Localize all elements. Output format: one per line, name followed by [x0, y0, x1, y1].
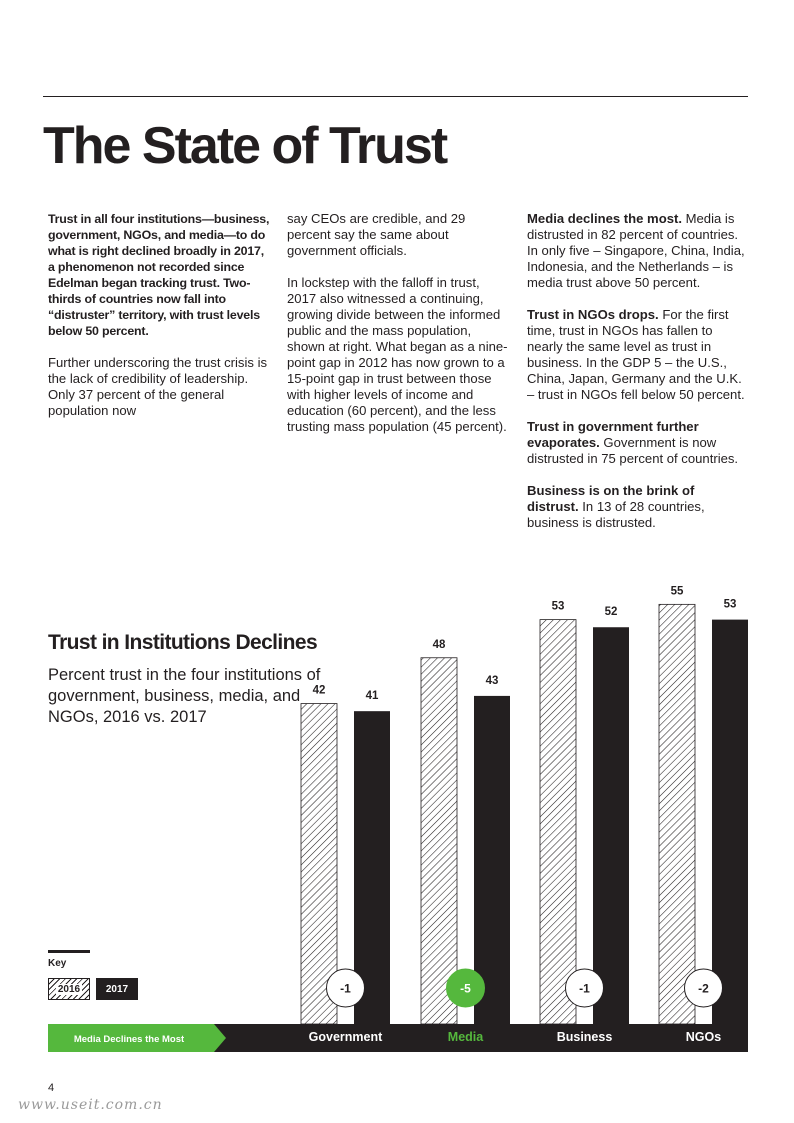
category-label: Business [556, 1030, 613, 1044]
data-label-2017: 52 [604, 606, 618, 619]
highlight-banner-label: Media Declines the Most [73, 1034, 185, 1045]
data-label-2016: 53 [551, 600, 565, 613]
trust-bar-chart [0, 585, 794, 1060]
paragraph: In lockstep with the falloff in trust, 2017 also witnessed a continuing, growing divide between the informed public and the mass population, shown at right. What began as a nine-point gap in 2012 has now grown to a 15-point gap in trust between those with higher levels of income and education (60 percent), and the less trusting mass population (45 percent). [287, 275, 508, 434]
bar-2017-business [593, 627, 629, 1024]
lead-paragraph: Trust in all four institutions—business, government, NGOs, and media—to do what is right declined broadly in 2017, a phenomenon not recorded since Edelman began tracking trust. Two-thirds of countries now fall into “distruster” territory, with trust levels below 50 percent. [48, 212, 270, 338]
data-label-2016: 48 [432, 638, 446, 651]
category-label: Media [447, 1030, 484, 1044]
paragraph: Further underscoring the trust crisis is the lack of credibility of leadership. Only 37 percent of the general population now [48, 355, 268, 418]
bar-2016-media [421, 658, 457, 1024]
page-title: The State of Trust [43, 117, 447, 175]
finding-government [527, 419, 749, 467]
change-label: -1 [579, 981, 590, 996]
top-rule [43, 96, 748, 97]
bar-2016-business [540, 620, 576, 1024]
paragraph: say CEOs are credible, and 29 percent say the same about government officials. [287, 211, 466, 258]
finding-head: Trust in NGOs drops. [527, 307, 659, 322]
change-label: -1 [340, 981, 351, 996]
key-label: Key [48, 958, 67, 969]
finding-body: Media is distrusted in 82 percent of countries. In only five – Singapore, China, India, Indonesia, and the Netherlands – is media trust above 50 percent. [527, 211, 745, 290]
article-column-3 [527, 211, 749, 547]
finding-ngos [527, 307, 749, 403]
chart-title: Trust in Institutions Declines [48, 631, 318, 654]
finding-media [527, 211, 749, 291]
data-label-2016: 55 [670, 585, 684, 598]
legend-2017: 2017 [96, 978, 138, 1000]
finding-head: Trust in government further evaporates. [527, 419, 699, 450]
finding-business [527, 483, 749, 531]
finding-body: For the first time, trust in NGOs has fallen to nearly the same level as trust in business. In the GDP 5 – the U.S., China, Japan, Germany and the U.K. – trust in NGOs fell below 50 percent. [527, 307, 745, 402]
article-column-2 [287, 211, 512, 451]
bar-2017-ngos [712, 620, 748, 1024]
legend-2016-label: 2016 [57, 983, 81, 995]
finding-body: In 13 of 28 countries, business is distrusted. [527, 499, 705, 530]
category-label: NGOs [685, 1030, 722, 1044]
finding-head: Business is on the brink of distrust. [527, 483, 695, 514]
chart-subtitle: Percent trust in the four institutions of government, business, media, and NGOs, 2016 vs. 2017 [48, 666, 321, 726]
data-label-2017: 41 [365, 690, 379, 703]
change-label: -2 [698, 981, 709, 996]
page-number: 4 [48, 1082, 55, 1094]
data-label-2017: 43 [485, 674, 499, 687]
data-label-2017: 53 [723, 598, 737, 611]
article-column-1 [48, 211, 273, 435]
bar-2016-ngos [659, 604, 695, 1024]
data-label-2016: 42 [312, 684, 326, 697]
finding-head: Media declines the most. [527, 211, 682, 226]
change-label: -5 [460, 981, 471, 996]
watermark: www.useit.com.cn [18, 1097, 163, 1113]
category-label: Government [308, 1030, 383, 1044]
finding-body: Government is now distrusted in 75 percent of countries. [527, 435, 739, 466]
